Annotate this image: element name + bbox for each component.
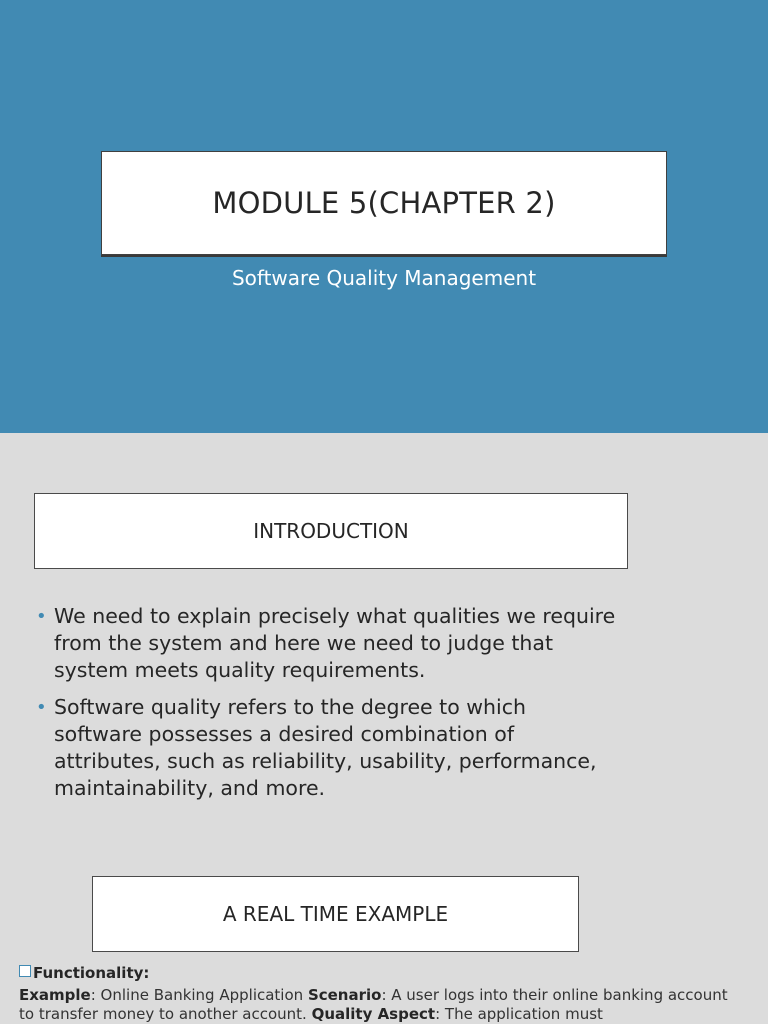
example-paragraph: [19, 986, 739, 1024]
functionality-label: Functionality:: [33, 964, 150, 982]
introduction-slide: [0, 433, 768, 1024]
slide-title: MODULE 5(CHAPTER 2): [212, 186, 556, 220]
scenario-label: Scenario: [307, 986, 382, 1004]
quality-aspect-label: Quality Aspect: [311, 1005, 436, 1023]
slide-subtitle: Software Quality Management: [231, 266, 537, 290]
example-heading-box: [92, 876, 579, 952]
bullet-list: [36, 603, 616, 812]
example-text: : Online Banking Application: [90, 986, 308, 1004]
title-box: [101, 151, 667, 255]
title-slide: [0, 0, 768, 433]
list-item: [36, 603, 616, 684]
example-label: Example: [19, 986, 91, 1004]
bullet-text: Software quality refers to the degree to which software possesses a desired combination of attributes, such as reliability, usability, performance, maintainability, and more.: [54, 695, 597, 800]
introduction-heading: INTRODUCTION: [253, 519, 409, 543]
scenario-text: : A user logs into their online banking account to transfer money to another account.: [19, 986, 728, 1023]
bullet-icon: •: [36, 606, 47, 627]
functionality-heading: [19, 964, 149, 982]
introduction-heading-box: [34, 493, 628, 569]
bullet-text: We need to explain precisely what qualities we require from the system and here we need to judge that system meets quality requirements.: [54, 604, 616, 682]
checkbox-bullet-icon: [19, 965, 31, 977]
bullet-icon: •: [36, 697, 47, 718]
list-item: [36, 694, 616, 802]
example-heading: A REAL TIME EXAMPLE: [222, 902, 449, 926]
quality-aspect-text: : The application must: [435, 1005, 603, 1023]
